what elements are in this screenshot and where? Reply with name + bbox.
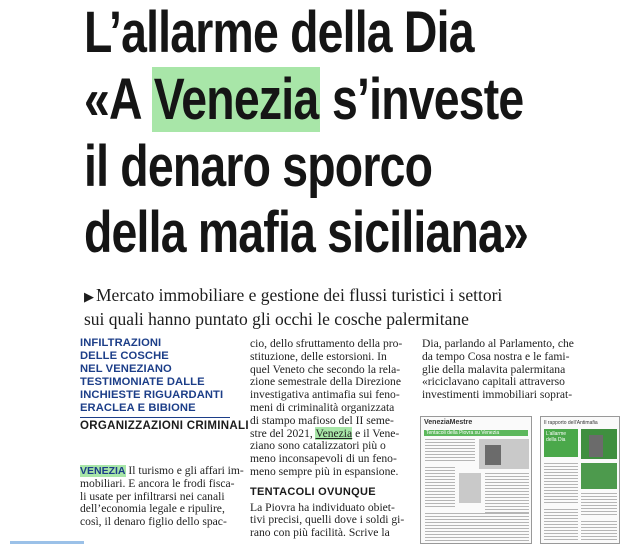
thumbnail-text-block [425,513,529,541]
thumbnail-photo-figure [485,445,501,465]
column-line: li usate per infiltrarsi nei canali [80,489,225,503]
subheadline-text-1: Mercato immobiliare e gestione dei flussi turistici i settori [96,285,503,305]
column-line: «riciclavano capitali attraverso [422,375,565,389]
headline-line-2 [84,67,524,132]
sidebar-headline-line: INFILTRAZIONI [80,337,162,349]
headline-line-2-suffix: s’investe [319,67,524,132]
column-line: investimenti immobiliari soprat- [422,388,573,402]
column-line: ziano sono catalizzatori più o [250,439,386,453]
sidebar-headline-line: DELLE COSCHE [80,350,169,362]
highlight-venezia[interactable]: Venezia [315,426,353,440]
sidebar-headline-line: INCHIESTE RIGUARDANTI [80,389,224,401]
column-line: quel Veneto che secondo la rela- [250,362,401,376]
column-line: così, il denaro figlio dello spac- [80,515,227,529]
thumbnail-text-block [485,473,529,513]
sidebar-headline-line: NEL VENEZIANO [80,363,172,375]
thumbnail-text-block [425,467,455,507]
column-line: Dia, parlando al Parlamento, che [422,337,574,350]
newspaper-page-thumbnail[interactable] [540,416,620,544]
column-line: tivi precisi, quelli dove i soldi gi- [250,513,405,527]
subheadline [84,284,629,330]
column-line: meno inconsapevoli di un feno- [250,452,397,466]
thumbnail-photo [581,463,617,489]
headline-line-4: della mafia siciliana» [84,200,529,265]
column-text: Il turismo e gli affari im- [125,464,244,477]
thumbnail-green-headline: L’allarme della Dia [544,429,578,457]
column-subtitle: TENTACOLI OVUNQUE [250,485,376,498]
thumbnail-photo-figure [589,435,603,457]
column-line [80,465,245,478]
column-text: e il Vene- [352,426,400,440]
thumbnail-masthead: Il rapporto dell’Antimafia [544,420,598,426]
thumbnail-banner: Tentacoli della Piovra su Venezia [424,430,528,436]
column-line: da tempo Cosa nostra e le fami- [422,349,570,363]
sidebar-box [80,337,249,432]
thumbnail-photo [459,473,481,503]
article-column-1 [80,465,245,529]
article-column-2 [250,338,415,540]
column-line: stituzione, delle estorsioni. In [250,349,387,363]
selection-bar [10,541,84,544]
column-line: La Piovra ha individuato obiet- [250,500,395,514]
newspaper-page-thumbnail[interactable] [420,416,532,544]
sidebar-headline-line: TESTIMONIATE DALLE [80,376,205,388]
section-label: ORGANIZZAZIONI CRIMINALI [80,420,249,432]
sidebar-divider [80,417,230,418]
thumbnail-text-block [581,521,617,541]
column-line: dell’economia legale e ripulire, [80,502,225,516]
column-line: meno sempre più in espansione. [250,464,399,478]
thumbnail-text-block [581,493,617,517]
thumbnail-masthead: VeneziaMestre [424,419,473,426]
column-line: di stampo mafioso del II seme- [250,413,394,427]
headline-line-1: L’allarme della Dia [84,0,474,65]
headline-line-3: il denaro sporco [84,134,433,199]
subheadline-line-1 [84,284,629,308]
sidebar-headline [80,337,238,415]
headline-highlight-venezia[interactable]: Venezia [153,67,319,132]
triangle-marker-icon: ▶ [84,289,94,304]
headline-line-2-prefix: «A [84,67,153,132]
column-line: cio, dello sfruttamento della pro- [250,337,403,350]
column-line: zione semestrale della Direzione [250,375,401,389]
column-line: meni di criminalità organizzata [250,400,395,414]
column-line: glie della malavita palermitana [422,362,566,376]
location-tag-venezia[interactable]: VENEZIA [80,465,126,477]
column-line: rano con più facilità. Scrive la [250,526,390,540]
subheadline-line-2: sui quali hanno puntato gli occhi le cosche palermitane [84,309,469,329]
column-line: investigativa antimafia sui feno- [250,388,400,402]
column-line: mobiliari. E ancora le frodi fisca- [80,476,235,490]
article-column-3 [422,338,607,402]
column-text: stre del 2021, [250,426,316,440]
sidebar-headline-line: ERACLEA E BIBIONE [80,402,196,414]
thumbnail-text-block [544,509,578,541]
thumbnail-text-block [425,439,475,463]
thumbnail-text-block [544,463,578,503]
